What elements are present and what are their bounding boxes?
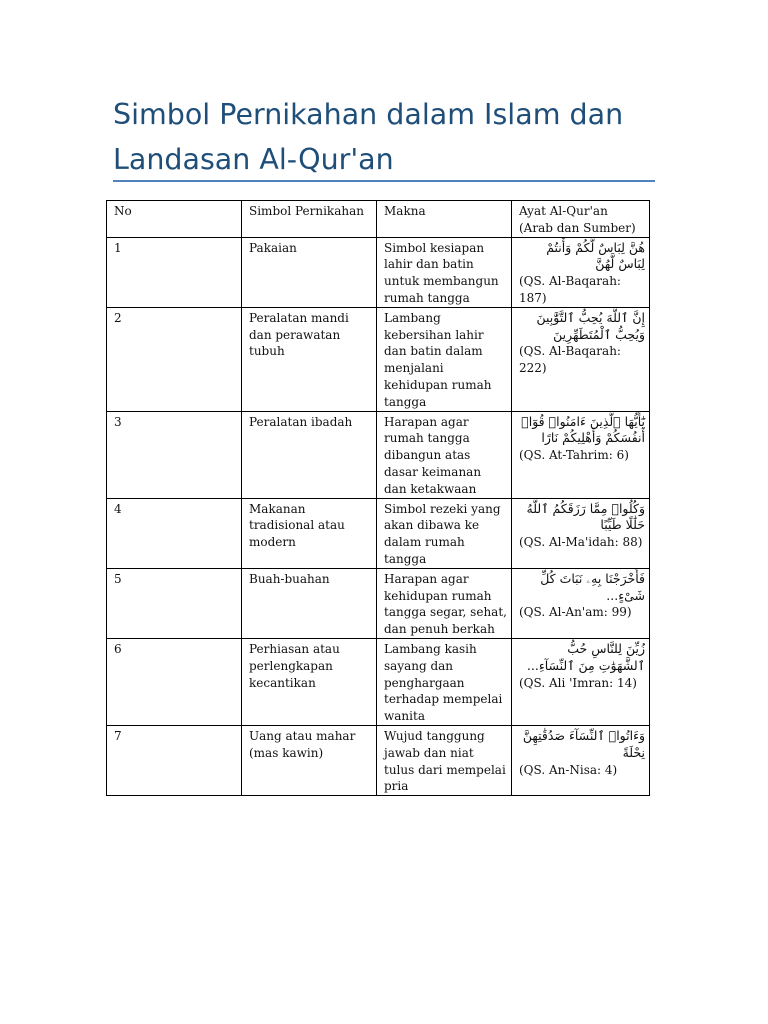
row-ayat bbox=[512, 237, 650, 307]
table-row bbox=[107, 237, 650, 307]
row-no: 2 bbox=[107, 307, 242, 411]
arabic-verse: فَأَخْرَجْنَا بِهِۦ نَبَاتَ كُلِّ شَىْءٍ... bbox=[540, 570, 645, 603]
header-cell-no: No bbox=[107, 201, 242, 238]
document-title bbox=[113, 92, 673, 182]
table-row bbox=[107, 498, 650, 568]
table-row bbox=[107, 568, 650, 638]
header-cell-ayat: Ayat Al-Qur'an (Arab dan Sumber) bbox=[512, 201, 650, 238]
arabic-verse: إِنَّ ٱللَّهَ يُحِبُّ ٱلتَّوَّٰبِينَ وَيُحِبُّ ٱلْمُتَطَهِّرِينَ bbox=[536, 309, 645, 342]
row-makna: Simbol rezeki yang akan dibawa ke dalam rumah tangga bbox=[377, 498, 512, 568]
row-makna: Simbol kesiapan lahir dan batin untuk membangun rumah tangga bbox=[377, 237, 512, 307]
table-header-row bbox=[107, 201, 650, 238]
table-row bbox=[107, 307, 650, 411]
row-simbol: Makanan tradisional atau modern bbox=[242, 498, 377, 568]
row-makna: Lambang kebersihan lahir dan batin dalam menjalani kehidupan rumah tangga bbox=[377, 307, 512, 411]
table-row bbox=[107, 411, 650, 498]
row-no: 5 bbox=[107, 568, 242, 638]
table-row bbox=[107, 725, 650, 795]
row-simbol: Peralatan ibadah bbox=[242, 411, 377, 498]
row-no: 7 bbox=[107, 725, 242, 795]
row-no: 1 bbox=[107, 237, 242, 307]
verse-source: (QS. Al-An'am: 99) bbox=[519, 605, 632, 620]
title-line-2: Landasan Al-Qur'an bbox=[113, 143, 394, 176]
arabic-verse: هُنَّ لِبَاسٌ لَّكُمْ وَأَنتُمْ لِبَاسٌ لَّهُنَّ bbox=[546, 239, 645, 272]
verse-source: (QS. Ali 'Imran: 14) bbox=[519, 675, 637, 690]
row-no: 6 bbox=[107, 638, 242, 725]
verse-source: (QS. Al-Baqarah: 187) bbox=[519, 274, 621, 305]
row-ayat bbox=[512, 568, 650, 638]
row-ayat bbox=[512, 725, 650, 795]
verse-source: (QS. At-Tahrim: 6) bbox=[519, 448, 629, 463]
row-ayat bbox=[512, 638, 650, 725]
table-row bbox=[107, 638, 650, 725]
row-simbol: Pakaian bbox=[242, 237, 377, 307]
arabic-verse: وَكُلُوا۟ مِمَّا رَزَقَكُمُ ٱللَّهُ حَلَٰلًا طَيِّبًا bbox=[526, 500, 645, 533]
row-no: 4 bbox=[107, 498, 242, 568]
row-makna: Lambang kasih sayang dan penghargaan terhadap mempelai wanita bbox=[377, 638, 512, 725]
title-underline bbox=[113, 180, 655, 182]
header-cell-makna: Makna bbox=[377, 201, 512, 238]
row-makna: Wujud tanggung jawab dan niat tulus dari mempelai pria bbox=[377, 725, 512, 795]
symbol-table bbox=[106, 200, 650, 796]
row-makna: Harapan agar rumah tangga dibangun atas dasar keimanan dan ketakwaan bbox=[377, 411, 512, 498]
title-line-1: Simbol Pernikahan dalam Islam dan bbox=[113, 98, 624, 131]
row-simbol: Uang atau mahar (mas kawin) bbox=[242, 725, 377, 795]
verse-source: (QS. Al-Baqarah: 222) bbox=[519, 344, 621, 376]
verse-source: (QS. Al-Ma'idah: 88) bbox=[519, 535, 643, 550]
arabic-verse: زُيِّنَ لِلنَّاسِ حُبُّ ٱلشَّهَوَٰتِ مِنَ ٱلنِّسَآءِ... bbox=[526, 640, 645, 673]
row-ayat bbox=[512, 307, 650, 411]
arabic-verse: يَٰٓأَيُّهَا ٱلَّذِينَ ءَامَنُوا۟ قُوٓا۟ أَنفُسَكُمْ وَأَهْلِيكُمْ نَارًا bbox=[521, 413, 645, 446]
row-no: 3 bbox=[107, 411, 242, 498]
header-cell-simbol: Simbol Pernikahan bbox=[242, 201, 377, 238]
row-ayat bbox=[512, 411, 650, 498]
row-makna: Harapan agar kehidupan rumah tangga segar, sehat, dan penuh berkah bbox=[377, 568, 512, 638]
row-simbol: Peralatan mandi dan perawatan tubuh bbox=[242, 307, 377, 411]
row-simbol: Perhiasan atau perlengkapan kecantikan bbox=[242, 638, 377, 725]
verse-source: (QS. An-Nisa: 4) bbox=[519, 762, 618, 777]
row-ayat bbox=[512, 498, 650, 568]
row-simbol: Buah-buahan bbox=[242, 568, 377, 638]
arabic-verse: وَءَاتُوا۟ ٱلنِّسَآءَ صَدُقَٰتِهِنَّ نِحْلَةً bbox=[522, 727, 645, 760]
